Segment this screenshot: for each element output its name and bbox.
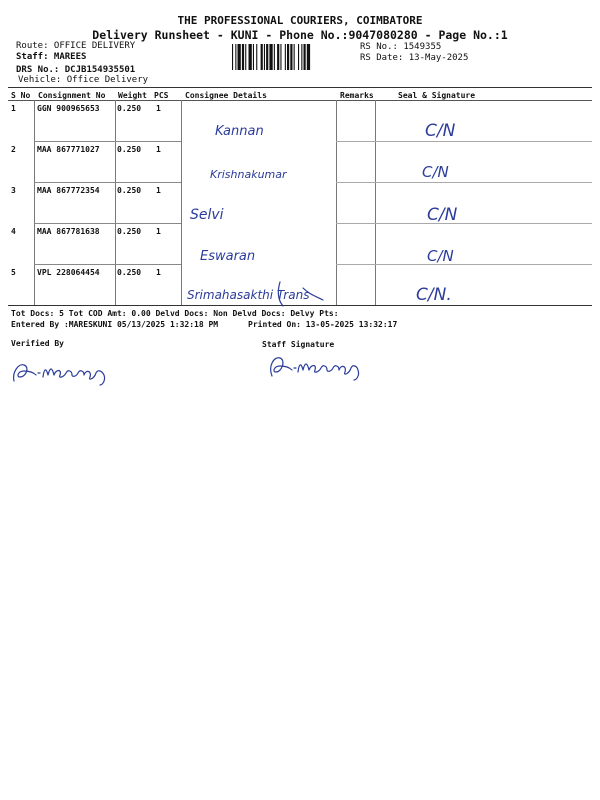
col-divider bbox=[34, 100, 35, 305]
row-consignment: MAA 867771027 bbox=[37, 145, 100, 154]
consignee-underline-mark bbox=[185, 280, 330, 308]
row-pcs: 1 bbox=[156, 104, 161, 113]
row-sno: 4 bbox=[11, 227, 16, 236]
row-pcs: 1 bbox=[156, 268, 161, 277]
staff-signature-label: Staff Signature bbox=[262, 340, 335, 349]
table-header-rule bbox=[8, 100, 592, 101]
seal-handwriting: C/N. bbox=[416, 285, 452, 305]
header-remarks: Remarks bbox=[340, 91, 374, 100]
rs-no-field: RS No.: 1549355 bbox=[360, 42, 442, 52]
row-divider bbox=[34, 223, 181, 224]
row-sno: 3 bbox=[11, 186, 16, 195]
row-weight: 0.250 bbox=[117, 104, 142, 113]
row-divider bbox=[34, 141, 181, 142]
row-pcs: 1 bbox=[156, 186, 161, 195]
seal-handwriting: C/N bbox=[425, 121, 456, 141]
totals-line: Tot Docs: 5 Tot COD Amt: 0.00 Delvd Docs: Non Delvd Docs: Delvy Pts: bbox=[11, 309, 339, 318]
row-weight: 0.250 bbox=[117, 145, 142, 154]
entered-by: Entered By :MARESKUNI 05/13/2025 1:32:18 PM bbox=[11, 320, 219, 329]
consignee-handwriting: Selvi bbox=[190, 207, 224, 223]
staff-field: Staff: MAREES bbox=[16, 52, 87, 62]
row-sno: 2 bbox=[11, 145, 16, 154]
row-sno: 5 bbox=[11, 268, 16, 277]
row-divider bbox=[336, 264, 592, 265]
header-weight: Weight bbox=[118, 91, 147, 100]
seal-handwriting: C/N bbox=[427, 247, 454, 265]
company-title: THE PROFESSIONAL COURIERS, COIMBATORE bbox=[177, 14, 423, 27]
row-pcs: 1 bbox=[156, 145, 161, 154]
header-pcs: PCS bbox=[154, 91, 169, 100]
staff-signature bbox=[266, 350, 366, 382]
col-divider bbox=[375, 100, 376, 305]
row-pcs: 1 bbox=[156, 227, 161, 236]
consignee-handwriting: Krishnakumar bbox=[210, 168, 287, 181]
row-divider bbox=[34, 182, 181, 183]
barcode bbox=[232, 44, 350, 70]
header-consignee: Consignee Details bbox=[185, 91, 267, 100]
header-sno: S No bbox=[11, 91, 31, 100]
row-weight: 0.250 bbox=[117, 227, 142, 236]
verified-signature bbox=[10, 355, 115, 387]
verified-by-label: Verified By bbox=[11, 339, 64, 348]
row-sno: 1 bbox=[11, 104, 16, 113]
header-consignment: Consignment No bbox=[38, 91, 106, 100]
route-field: Route: OFFICE DELIVERY bbox=[16, 41, 136, 51]
consignee-handwriting: Kannan bbox=[215, 124, 264, 139]
col-divider bbox=[115, 100, 116, 305]
col-divider bbox=[336, 100, 337, 305]
vehicle-field: Vehicle: Office Delivery bbox=[18, 75, 149, 85]
table-top-rule bbox=[8, 87, 592, 88]
row-weight: 0.250 bbox=[117, 186, 142, 195]
seal-handwriting: C/N bbox=[427, 205, 458, 225]
consignee-handwriting: Srimahasakthi Trans bbox=[187, 288, 310, 302]
runsheet-subtitle: Delivery Runsheet - KUNI - Phone No.:9047080280 - Page No.:1 bbox=[92, 28, 508, 42]
row-divider bbox=[336, 223, 592, 224]
seal-handwriting: C/N bbox=[422, 163, 449, 181]
consignee-handwriting: Eswaran bbox=[200, 249, 256, 264]
col-divider bbox=[181, 100, 182, 305]
row-consignment: VPL 228064454 bbox=[37, 268, 100, 277]
row-divider bbox=[34, 264, 181, 265]
row-divider bbox=[336, 182, 592, 183]
row-consignment: MAA 867772354 bbox=[37, 186, 100, 195]
header-seal: Seal & Signature bbox=[398, 91, 476, 100]
printed-on: Printed On: 13-05-2025 13:32:17 bbox=[248, 320, 398, 329]
drs-field: DRS No.: DCJB154935501 bbox=[16, 65, 136, 75]
row-consignment: MAA 867781638 bbox=[37, 227, 100, 236]
row-weight: 0.250 bbox=[117, 268, 142, 277]
row-consignment: GGN 900965653 bbox=[37, 104, 100, 113]
row-divider bbox=[336, 141, 592, 142]
rs-date-field: RS Date: 13-May-2025 bbox=[360, 53, 469, 63]
